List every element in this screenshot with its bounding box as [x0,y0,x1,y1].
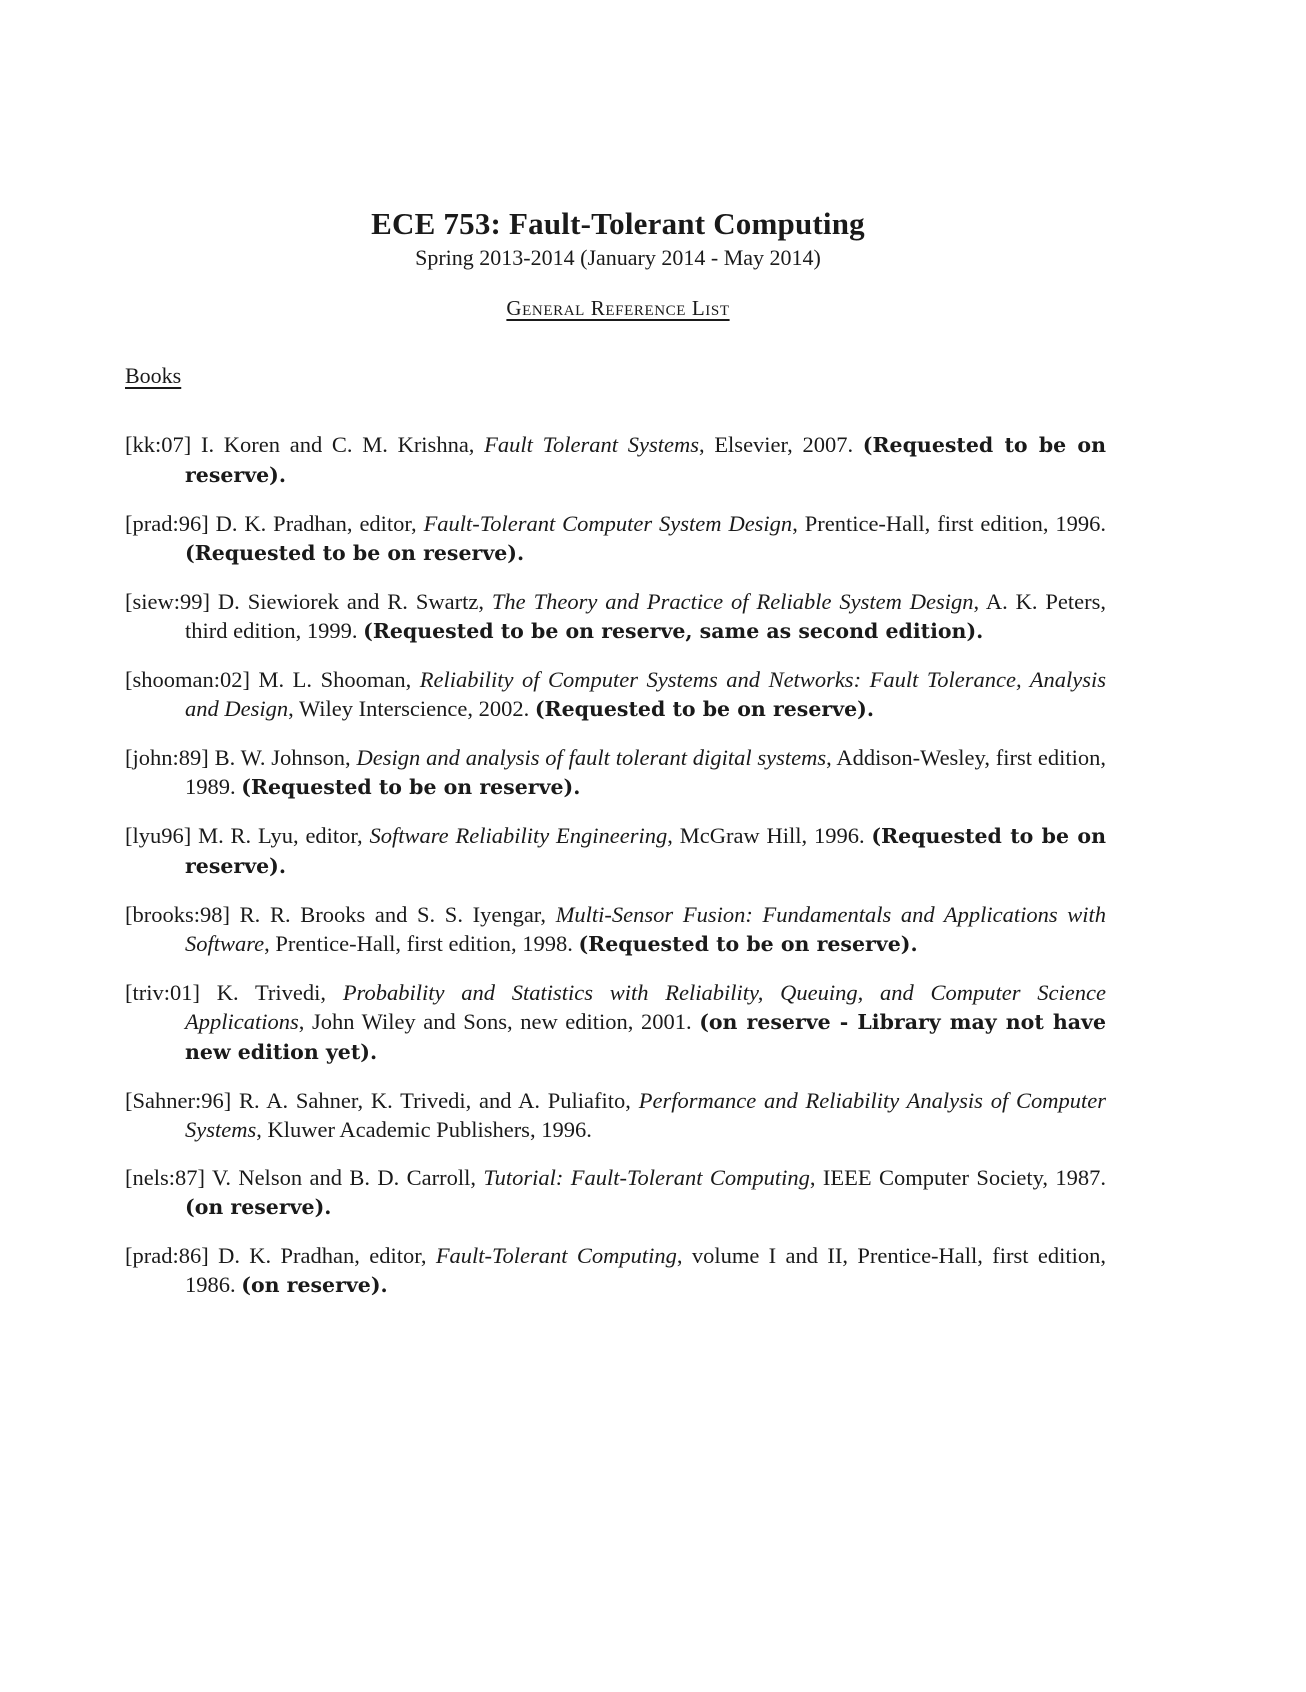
reference-details: , Wiley Interscience, 2002. [288,696,530,721]
reference-item [125,900,1106,959]
reference-list-heading-text: General Reference List [506,296,730,320]
reference-item [125,1163,1106,1222]
reference-details: , Elsevier, 2007. [698,432,854,457]
reference-key: [triv:01] [125,980,200,1005]
reference-note: (Requested to be on reserve, same as second edition). [363,619,984,643]
reference-item [125,1086,1106,1144]
reference-details: , A. K. Peters, third edition, 1999. [185,589,1107,643]
reference-details: , Addison-Wesley, first edition, 1989. [185,745,1106,799]
reference-key: [kk:07] [125,432,192,457]
reference-item [125,1241,1106,1300]
reference-note: (Requested to be on reserve). [185,824,1106,878]
reference-authors: I. Koren and C. M. Krishna, [200,432,475,457]
reference-key: [nels:87] [125,1165,205,1190]
reference-authors: B. W. Johnson, [214,745,351,770]
reference-note: (on reserve). [185,1195,332,1219]
reference-details: , IEEE Computer Society, 1987. [809,1165,1106,1190]
reference-item [125,509,1106,568]
reference-note: (Requested to be on reserve). [185,541,525,565]
reference-note: (Requested to be on reserve). [534,697,874,721]
reference-authors: V. Nelson and B. D. Carroll, [211,1165,476,1190]
reference-item [125,587,1106,646]
reference-authors: D. Siewiorek and R. Swartz, [217,589,484,614]
reference-authors: K. Trivedi, [216,980,327,1005]
reference-note: (Requested to be on reserve). [578,932,918,956]
course-title: ECE 753: Fault-Tolerant Computing [371,206,865,241]
reference-key: [prad:86] [125,1243,209,1268]
reference-item [125,665,1106,724]
course-term: Spring 2013-2014 (January 2014 - May 2014) [415,245,821,270]
reference-key: [shooman:02] [125,667,250,692]
document-header [0,205,1236,271]
reference-authors: D. K. Pradhan, editor, [215,511,417,536]
reference-details: , McGraw Hill, 1996. [667,823,865,848]
reference-key: [Sahner:96] [125,1088,232,1113]
reference-key: [john:89] [125,745,209,770]
books-section-heading: Books [125,363,182,388]
reference-note: (on reserve - Library may not have new edition yet). [185,1010,1107,1064]
reference-title: Multi-Sensor Fusion: Fundamentals and Applications with Software [185,902,1107,956]
reference-key: [lyu96] [125,823,192,848]
reference-note: (Requested to be on reserve). [185,433,1106,487]
reference-title: Fault-Tolerant Computer System Design [423,511,793,536]
reference-list-heading [0,296,1236,321]
reference-item [125,430,1106,490]
reference-title: The Theory and Practice of Reliable System Design [491,589,974,614]
reference-item [125,743,1106,802]
reference-authors: D. K. Pradhan, editor, [218,1243,427,1268]
reference-title: Fault-Tolerant Computing [435,1243,677,1268]
reference-details: , John Wiley and Sons, new edition, 2001. [298,1009,692,1034]
reference-title: Performance and Reliability Analysis of Computer Systems [185,1088,1107,1142]
reference-details: , Prentice-Hall, first edition, 1996. [792,511,1106,536]
reference-key: [brooks:98] [125,902,230,927]
reference-details: , Kluwer Academic Publishers, 1996. [256,1117,592,1142]
reference-note: (Requested to be on reserve). [241,775,581,799]
reference-details: , volume I and II, Prentice-Hall, first edition, 1986. [185,1243,1106,1297]
reference-title: Reliability of Computer Systems and Networks: Fault Tolerance, Analysis and Design [185,667,1107,721]
reference-details: , Prentice-Hall, first edition, 1998. [264,931,573,956]
reference-title: Software Reliability Engineering [369,823,668,848]
reference-title: Design and analysis of fault tolerant digital systems [356,745,827,770]
reference-note: (on reserve). [241,1273,388,1297]
reference-title: Probability and Statistics with Reliability, Queuing, and Computer Science Applications [185,980,1107,1034]
reference-title: Tutorial: Fault-Tolerant Computing [483,1165,810,1190]
reference-authors: R. R. Brooks and S. S. Iyengar, [239,902,547,927]
reference-authors: M. L. Shooman, [258,667,412,692]
reference-title: Fault Tolerant Systems [484,432,699,457]
reference-key: [prad:96] [125,511,209,536]
reference-item [125,821,1106,881]
reference-item [125,978,1106,1067]
reference-authors: M. R. Lyu, editor, [198,823,363,848]
reference-key: [siew:99] [125,589,210,614]
reference-list [125,430,1106,1319]
reference-authors: R. A. Sahner, K. Trivedi, and A. Puliafito, [239,1088,631,1113]
